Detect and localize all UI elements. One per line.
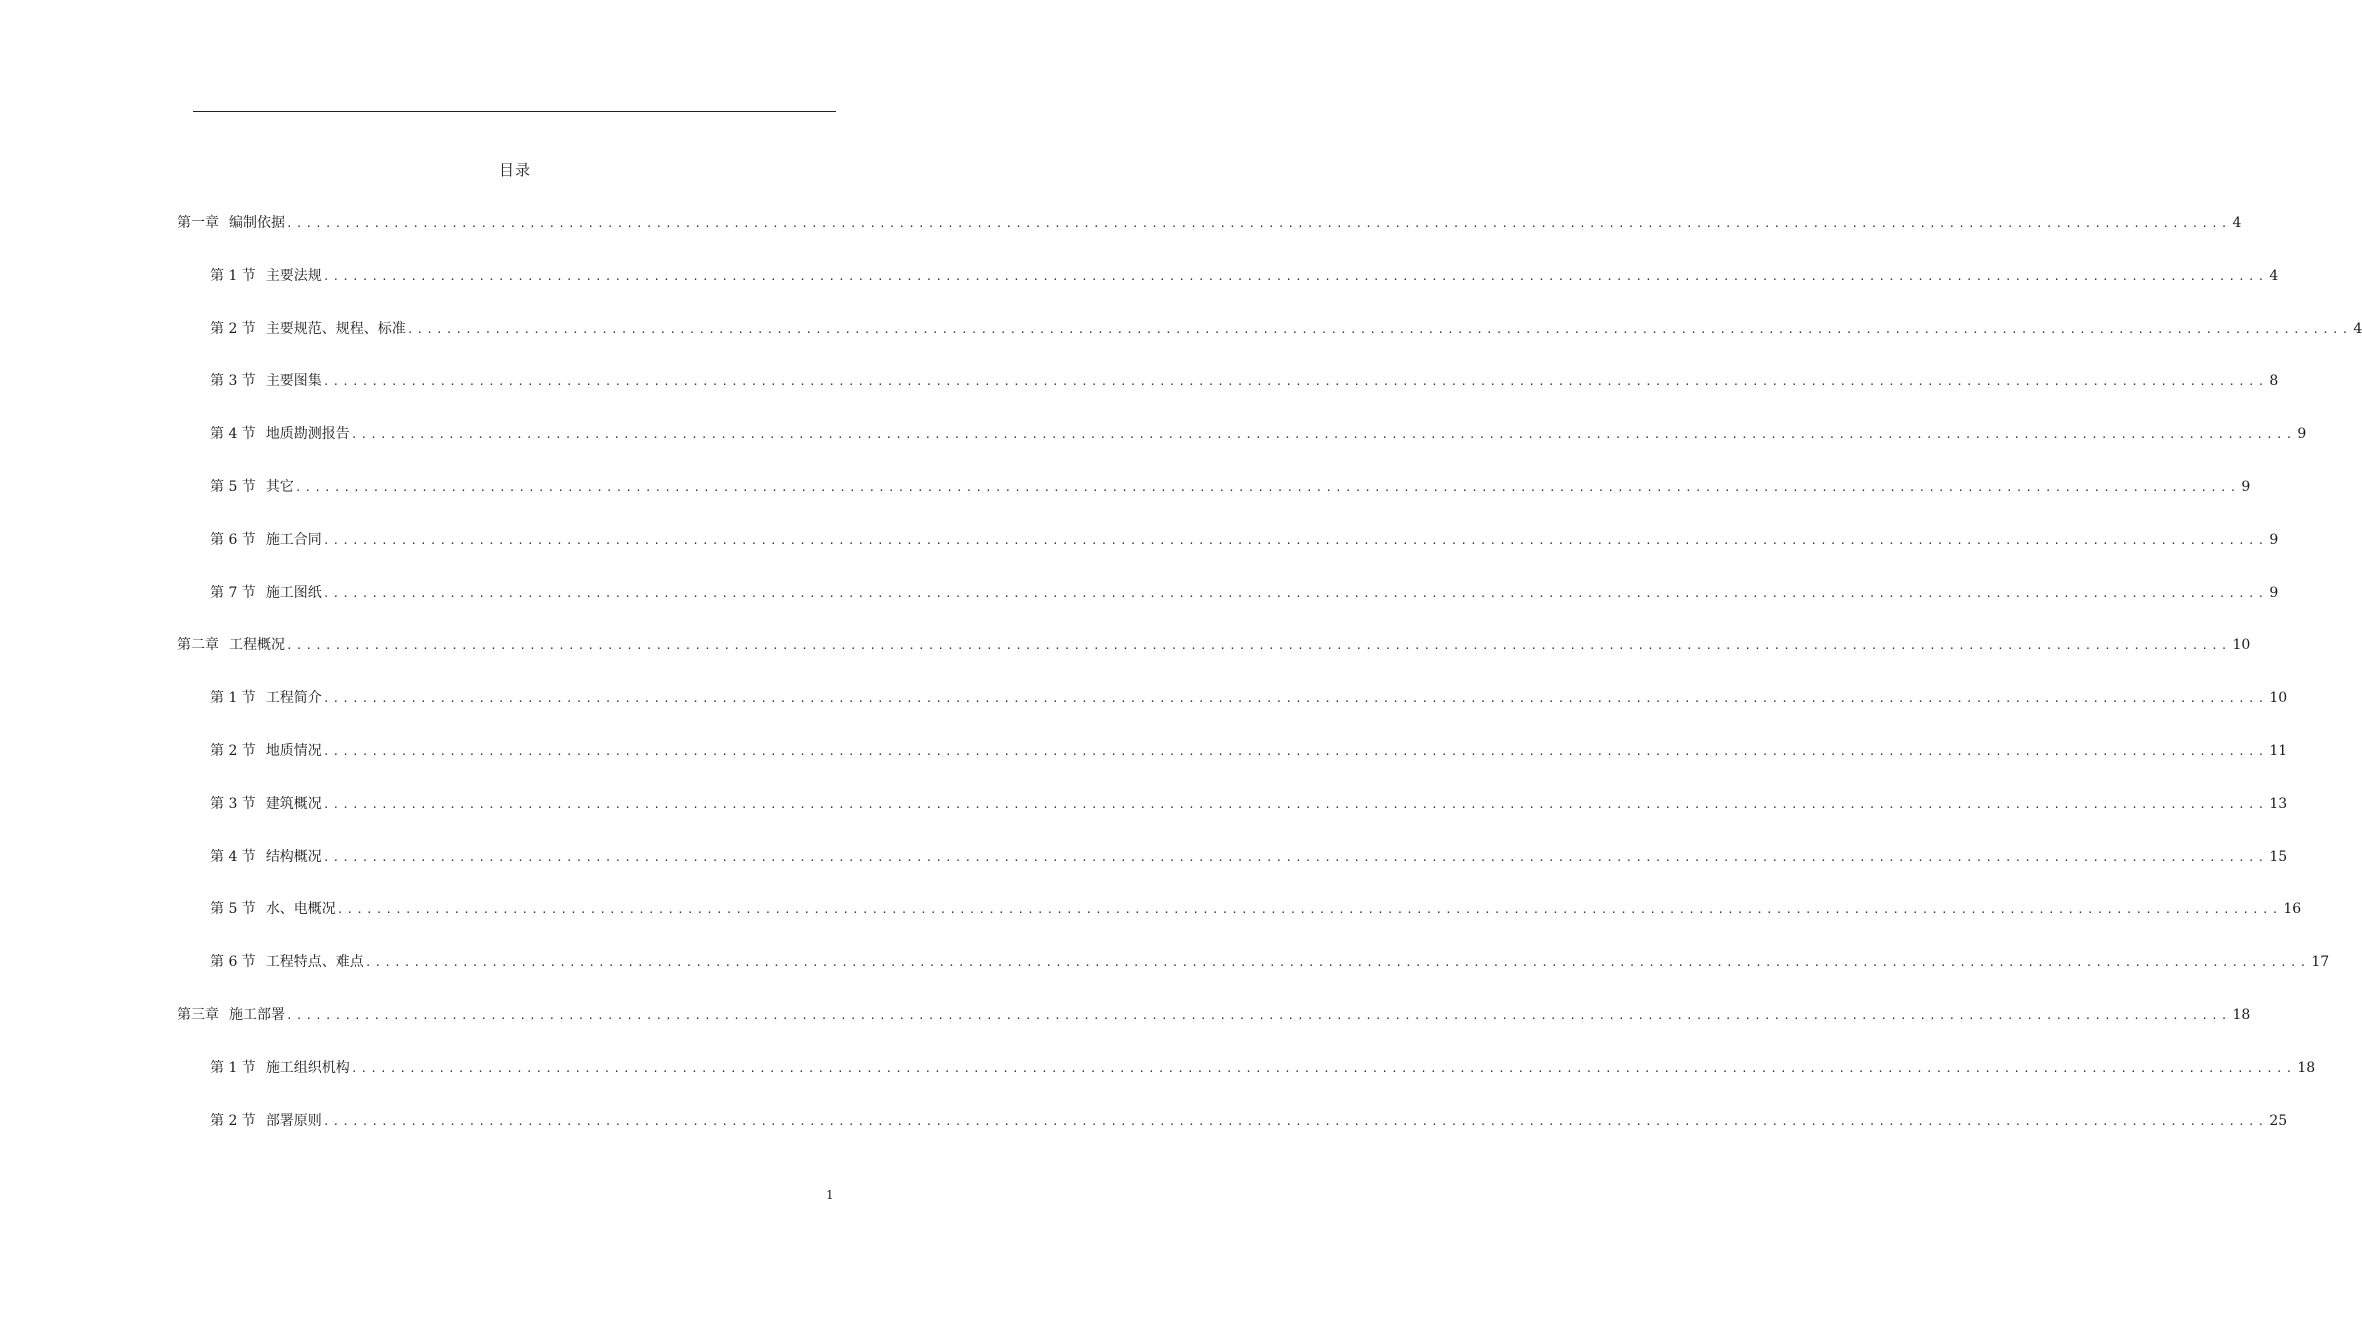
- toc-entry-page: 16: [2283, 901, 2302, 918]
- toc-dot-leader: ........................................................................................................................................................................................................: [322, 375, 2268, 389]
- toc-entry-page: 11: [2269, 743, 2288, 759]
- toc-entry-title: 施工部署: [229, 1007, 285, 1023]
- toc-entry-number: 第 3 节: [210, 795, 256, 812]
- toc-entry-number: 第 7 节: [210, 584, 256, 601]
- toc-chapter-entry[interactable]: [177, 1005, 2251, 1025]
- toc-entry-page: 25: [2269, 1112, 2288, 1129]
- toc-entry-page: 9: [2269, 584, 2279, 601]
- toc-section-entry[interactable]: [210, 1111, 2288, 1131]
- toc-title: 目录: [498, 161, 531, 179]
- toc-entry-page: 10: [2232, 637, 2251, 654]
- toc-section-entry[interactable]: [210, 952, 2330, 972]
- toc-section-entry[interactable]: [210, 319, 2362, 339]
- toc-entry-number: 第 2 节: [210, 320, 256, 337]
- toc-dot-leader: ........................................................................................................................................................................................................: [286, 639, 2231, 653]
- toc-entry-page: 18: [2232, 1007, 2251, 1023]
- toc-entry-title: 工程概况: [229, 637, 285, 654]
- toc-entry-number: 第 5 节: [210, 901, 256, 918]
- toc-dot-leader: ........................................................................................................................................................................................................: [294, 481, 2240, 494]
- toc-entry-page: 4: [2232, 215, 2242, 231]
- toc-entry-title: 结构概况: [265, 848, 322, 865]
- toc-dot-leader: ........................................................................................................................................................................................................: [350, 1061, 2296, 1075]
- toc-entry-number: 第 1 节: [210, 690, 256, 707]
- toc-entry-number: 第 1 节: [210, 1059, 256, 1076]
- toc-entry-number: 第一章: [177, 215, 219, 231]
- toc-entry-title: 施工合同: [265, 531, 322, 548]
- toc-dot-leader: ........................................................................................................................................................................................................: [364, 956, 2310, 970]
- toc-dot-leader: ........................................................................................................................................................................................................: [336, 903, 2282, 917]
- page-number: 1: [826, 1188, 834, 1202]
- toc-entry-title: 工程简介: [265, 690, 322, 707]
- toc-entry-page: 9: [2241, 479, 2251, 495]
- toc-entry-number: 第 4 节: [210, 426, 256, 443]
- toc-entry-number: 第 4 节: [210, 848, 256, 865]
- toc-section-entry[interactable]: [210, 688, 2288, 708]
- toc-section-entry[interactable]: [210, 1058, 2316, 1078]
- toc-section-entry[interactable]: [210, 477, 2251, 497]
- toc-dot-leader: ........................................................................................................................................................................................................: [322, 745, 2268, 758]
- toc-entry-number: 第三章: [177, 1007, 219, 1023]
- toc-entry-page: 4: [2353, 320, 2362, 337]
- toc-entry-title: 部署原则: [265, 1112, 322, 1129]
- toc-chapter-entry[interactable]: [177, 635, 2251, 655]
- toc-entry-page: 13: [2269, 795, 2288, 812]
- toc-entry-number: 第二章: [177, 637, 219, 654]
- toc-dot-leader: ........................................................................................................................................................................................................: [406, 322, 2352, 336]
- toc-section-entry[interactable]: [210, 847, 2288, 867]
- toc-section-entry[interactable]: [210, 899, 2302, 919]
- toc-dot-leader: ........................................................................................................................................................................................................: [322, 1114, 2268, 1128]
- toc-section-entry[interactable]: [210, 741, 2288, 761]
- toc-section-entry[interactable]: [210, 371, 2279, 391]
- toc-entry-title: 地质情况: [265, 743, 322, 759]
- toc-entry-title: 施工组织机构: [265, 1059, 350, 1076]
- toc-dot-leader: ........................................................................................................................................................................................................: [286, 1009, 2231, 1022]
- toc-dot-leader: ........................................................................................................................................................................................................: [322, 692, 2268, 706]
- toc-entry-page: 10: [2269, 690, 2288, 707]
- toc-chapter-entry[interactable]: [177, 213, 2242, 233]
- toc-dot-leader: ........................................................................................................................................................................................................: [350, 428, 2296, 442]
- toc-dot-leader: ........................................................................................................................................................................................................: [286, 217, 2231, 230]
- toc-entry-number: 第 6 节: [210, 531, 256, 548]
- toc-entry-title: 地质勘测报告: [265, 426, 350, 443]
- toc-entry-title: 编制依据: [229, 215, 285, 231]
- toc-entry-number: 第 5 节: [210, 479, 256, 495]
- toc-entry-title: 建筑概况: [265, 795, 322, 812]
- toc-entry-number: 第 1 节: [210, 267, 256, 284]
- toc-dot-leader: ........................................................................................................................................................................................................: [322, 586, 2268, 600]
- toc-section-entry[interactable]: [210, 794, 2288, 814]
- toc-entry-number: 第 6 节: [210, 954, 256, 971]
- toc-entry-number: 第 2 节: [210, 743, 256, 759]
- toc-entry-title: 主要图集: [265, 373, 322, 390]
- toc-dot-leader: ........................................................................................................................................................................................................: [322, 269, 2268, 283]
- toc-entry-number: 第 3 节: [210, 373, 256, 390]
- toc-section-entry[interactable]: [210, 530, 2279, 550]
- toc-entry-page: 9: [2269, 531, 2279, 548]
- toc-entry-title: 主要法规: [265, 267, 322, 284]
- toc-section-entry[interactable]: [210, 583, 2279, 603]
- toc-entry-number: 第 2 节: [210, 1112, 256, 1129]
- toc-entry-title: 其它: [265, 479, 294, 495]
- toc-entry-title: 水、电概况: [265, 901, 336, 918]
- toc-entry-title: 主要规范、规程、标准: [265, 320, 406, 337]
- toc-entry-page: 9: [2297, 426, 2307, 443]
- toc-section-entry[interactable]: [210, 266, 2279, 286]
- toc-entry-page: 18: [2297, 1059, 2316, 1076]
- toc-dot-leader: ........................................................................................................................................................................................................: [322, 533, 2268, 547]
- toc-entry-page: 15: [2269, 848, 2288, 865]
- toc-entry-page: 4: [2269, 267, 2279, 284]
- toc-dot-leader: ........................................................................................................................................................................................................: [322, 850, 2268, 864]
- header-rule: [193, 111, 836, 112]
- toc-dot-leader: ........................................................................................................................................................................................................: [322, 797, 2268, 811]
- toc-entry-title: 工程特点、难点: [265, 954, 364, 971]
- toc-section-entry[interactable]: [210, 424, 2307, 444]
- toc-entry-page: 8: [2269, 373, 2279, 390]
- toc-entry-title: 施工图纸: [265, 584, 322, 601]
- toc-entry-page: 17: [2311, 954, 2330, 971]
